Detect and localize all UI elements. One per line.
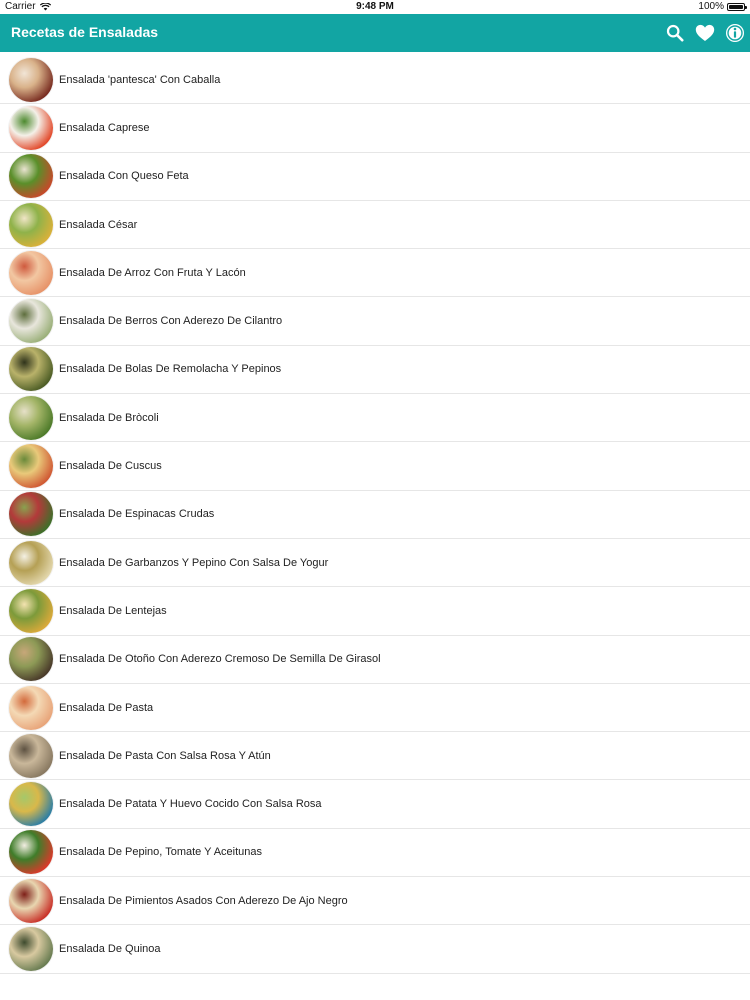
recipe-row[interactable]	[0, 829, 750, 877]
app-header	[0, 14, 750, 52]
recipe-row[interactable]	[0, 877, 750, 925]
recipe-list	[0, 56, 750, 974]
recipe-name: Ensalada De Otoño Con Aderezo Cremoso De Semilla De Girasol	[59, 653, 381, 666]
recipe-thumbnail	[9, 396, 53, 440]
recipe-row[interactable]	[0, 491, 750, 539]
recipe-row[interactable]	[0, 587, 750, 635]
recipe-row[interactable]	[0, 346, 750, 394]
recipe-name: Ensalada De Arroz Con Fruta Y Lacón	[59, 266, 246, 279]
recipe-thumbnail	[9, 734, 53, 778]
heart-icon	[695, 24, 715, 42]
search-button[interactable]	[664, 22, 686, 44]
recipe-thumbnail	[9, 299, 53, 343]
recipe-name: Ensalada De Espinacas Crudas	[59, 508, 215, 521]
recipe-thumbnail	[9, 347, 53, 391]
header-actions	[664, 22, 746, 44]
recipe-thumbnail	[9, 154, 53, 198]
recipe-name: Ensalada César	[59, 218, 138, 231]
recipe-row[interactable]	[0, 442, 750, 490]
recipe-name: Ensalada 'pantesca' Con Caballa	[59, 73, 221, 86]
recipe-row[interactable]	[0, 394, 750, 442]
recipe-thumbnail	[9, 203, 53, 247]
recipe-name: Ensalada De Pasta	[59, 701, 154, 714]
recipe-name: Ensalada Con Queso Feta	[59, 170, 189, 183]
recipe-name: Ensalada De Bolas De Remolacha Y Pepinos	[59, 363, 282, 376]
recipe-thumbnail	[9, 830, 53, 874]
recipe-thumbnail	[9, 927, 53, 971]
recipe-thumbnail	[9, 444, 53, 488]
status-bar	[0, 0, 750, 14]
favorites-button[interactable]	[694, 22, 716, 44]
recipe-name: Ensalada De Pimientos Asados Con Aderezo De Ajo Negro	[59, 894, 348, 907]
recipe-name: Ensalada De Lentejas	[59, 604, 167, 617]
recipe-name: Ensalada De Bròcoli	[59, 411, 159, 424]
recipe-row[interactable]	[0, 153, 750, 201]
recipe-thumbnail	[9, 879, 53, 923]
recipe-row[interactable]	[0, 297, 750, 345]
recipe-name: Ensalada De Garbanzos Y Pepino Con Salsa De Yogur	[59, 556, 329, 569]
recipe-row[interactable]	[0, 684, 750, 732]
recipe-row[interactable]	[0, 201, 750, 249]
recipe-thumbnail	[9, 251, 53, 295]
recipe-thumbnail	[9, 58, 53, 102]
status-right	[698, 1, 745, 12]
battery-fill	[729, 5, 743, 9]
recipe-thumbnail	[9, 589, 53, 633]
clock: 9:48 PM	[356, 1, 394, 12]
recipe-name: Ensalada De Pepino, Tomate Y Aceitunas	[59, 846, 263, 859]
recipe-row[interactable]	[0, 56, 750, 104]
recipe-name: Ensalada De Cuscus	[59, 460, 162, 473]
recipe-row[interactable]	[0, 104, 750, 152]
recipe-row[interactable]	[0, 925, 750, 973]
carrier-label: Carrier	[5, 1, 36, 12]
battery-icon	[727, 3, 745, 11]
recipe-row[interactable]	[0, 732, 750, 780]
recipe-name: Ensalada De Pasta Con Salsa Rosa Y Atún	[59, 749, 271, 762]
recipe-row[interactable]	[0, 636, 750, 684]
info-button[interactable]	[724, 22, 746, 44]
recipe-name: Ensalada De Quinoa	[59, 942, 161, 955]
recipe-name: Ensalada De Patata Y Huevo Cocido Con Salsa Rosa	[59, 798, 322, 811]
recipe-thumbnail	[9, 637, 53, 681]
recipe-thumbnail	[9, 541, 53, 585]
info-icon	[725, 23, 745, 43]
search-icon	[666, 24, 684, 42]
recipe-thumbnail	[9, 106, 53, 150]
recipe-name: Ensalada De Berros Con Aderezo De Cilantro	[59, 315, 283, 328]
recipe-row[interactable]	[0, 249, 750, 297]
recipe-thumbnail	[9, 686, 53, 730]
recipe-thumbnail	[9, 782, 53, 826]
recipe-row[interactable]	[0, 780, 750, 828]
page-title: Recetas de Ensaladas	[11, 24, 159, 40]
recipe-row[interactable]	[0, 539, 750, 587]
recipe-name: Ensalada Caprese	[59, 121, 150, 134]
recipe-thumbnail	[9, 492, 53, 536]
battery-percent: 100%	[698, 1, 724, 12]
